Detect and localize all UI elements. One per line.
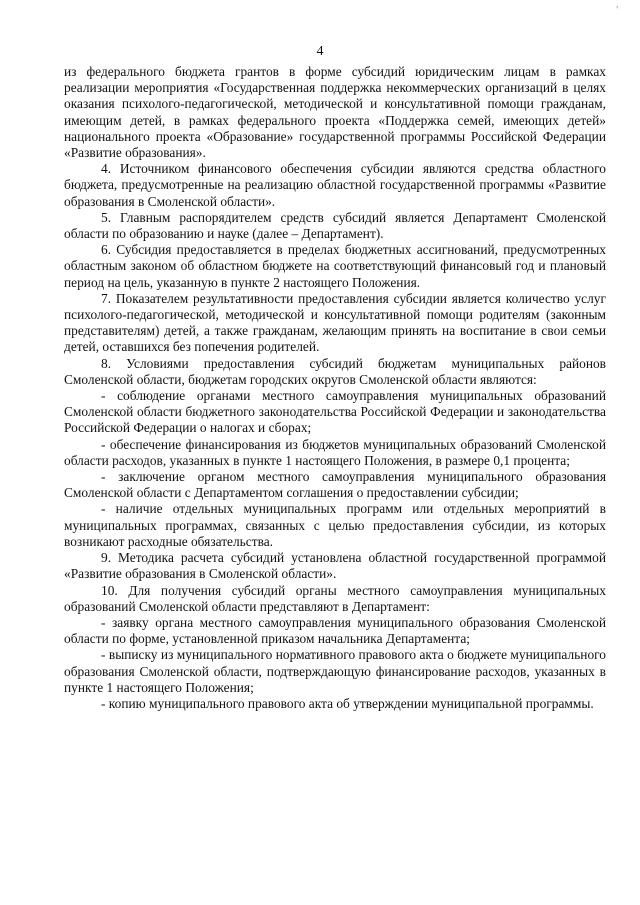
paragraph-item-5: 5. Главным распорядителем средств субсидий является Департамент Смоленской области по образованию и науке (далее – Департамент). <box>64 209 606 242</box>
paragraph-item-4: 4. Источником финансового обеспечения субсидии являются средства областного бюджета, предусмотренные на реализацию областной государственной программы «Развитие образования в Смоленской области». <box>64 161 606 209</box>
paragraph-item-6: 6. Субсидия предоставляется в пределах бюджетных ассигнований, предусмотренных областным законом об областном бюджете на соответствующий финансовый год и плановый период на цель, указанную в пункте 2 настоящего Положения. <box>64 242 606 290</box>
paragraph-item-10-doc-3: - копию муниципального правового акта об утверждении муниципальной программы. <box>101 695 594 711</box>
paragraph-item-8-condition-4: - наличие отдельных муниципальных программ или отдельных мероприятий в муниципальных программах, связанных с целью предоставления субсидии, из которых возникают расходные обязательства. <box>64 501 606 549</box>
paragraph-item-7: 7. Показателем результативности предоставления субсидии является количество услуг психолого-педагогической, методической и консультативной помощи родителям (законным представителям) детей, а также гражданам, желающим принять на воспитание в свои семьи детей, оставшихся без попечения родителей. <box>64 290 606 355</box>
paragraph-continuation: из федерального бюджета грантов в форме субсидий юридическим лицам в рамках реализации мероприятия «Государственная поддержка некоммерческих организаций в целях оказания психолого-педагогической, методической и консультативной помощи гражданам, имеющим детей, в рамках федерального проекта «Поддержка семей, имеющих детей» национального проекта «Образование» государственной программы Российской Федерации «Развитие образования». <box>64 64 606 161</box>
paragraph-item-8-condition-2: - обеспечение финансирования из бюджетов муниципальных образований Смоленской области расходов, указанных в пункте 1 настоящего Положения, в размере 0,1 процента; <box>64 436 606 468</box>
paragraph-item-10: 10. Для получения субсидий органы местного самоуправления муниципальных образований Смоленской области представляют в Департамент: <box>64 582 606 614</box>
paragraph-item-10-doc-2: - выписку из муниципального нормативного правового акта о бюджете муниципального образования Смоленской области, подтверждающую финансирование расходов, указанных в пункте 1 настоящего Положения; <box>64 647 606 695</box>
paragraph-item-9: 9. Методика расчета субсидий установлена областной государственной программой «Развитие образования в Смоленской области». <box>64 550 606 582</box>
corner-mark: ' <box>616 5 618 16</box>
document-body <box>64 64 606 712</box>
paragraph-item-8: 8. Условиями предоставления субсидий бюджетам муниципальных районов Смоленской области, бюджетам городских округов Смоленской области являются: <box>64 355 606 387</box>
paragraph-item-8-condition-1: - соблюдение органами местного самоуправления муниципальных образований Смоленской области бюджетного законодательства Российской Федерации и законодательства Российской Федерации о налогах и сборах; <box>64 388 606 436</box>
page-number: 4 <box>316 44 324 59</box>
paragraph-item-10-doc-1: - заявку органа местного самоуправления муниципального образования Смоленской области по форме, установленной приказом начальника Департамента; <box>64 614 606 647</box>
paragraph-item-8-condition-3: - заключение органом местного самоуправления муниципального образования Смоленской области с Департаментом соглашения о предоставлении субсидии; <box>64 469 606 501</box>
